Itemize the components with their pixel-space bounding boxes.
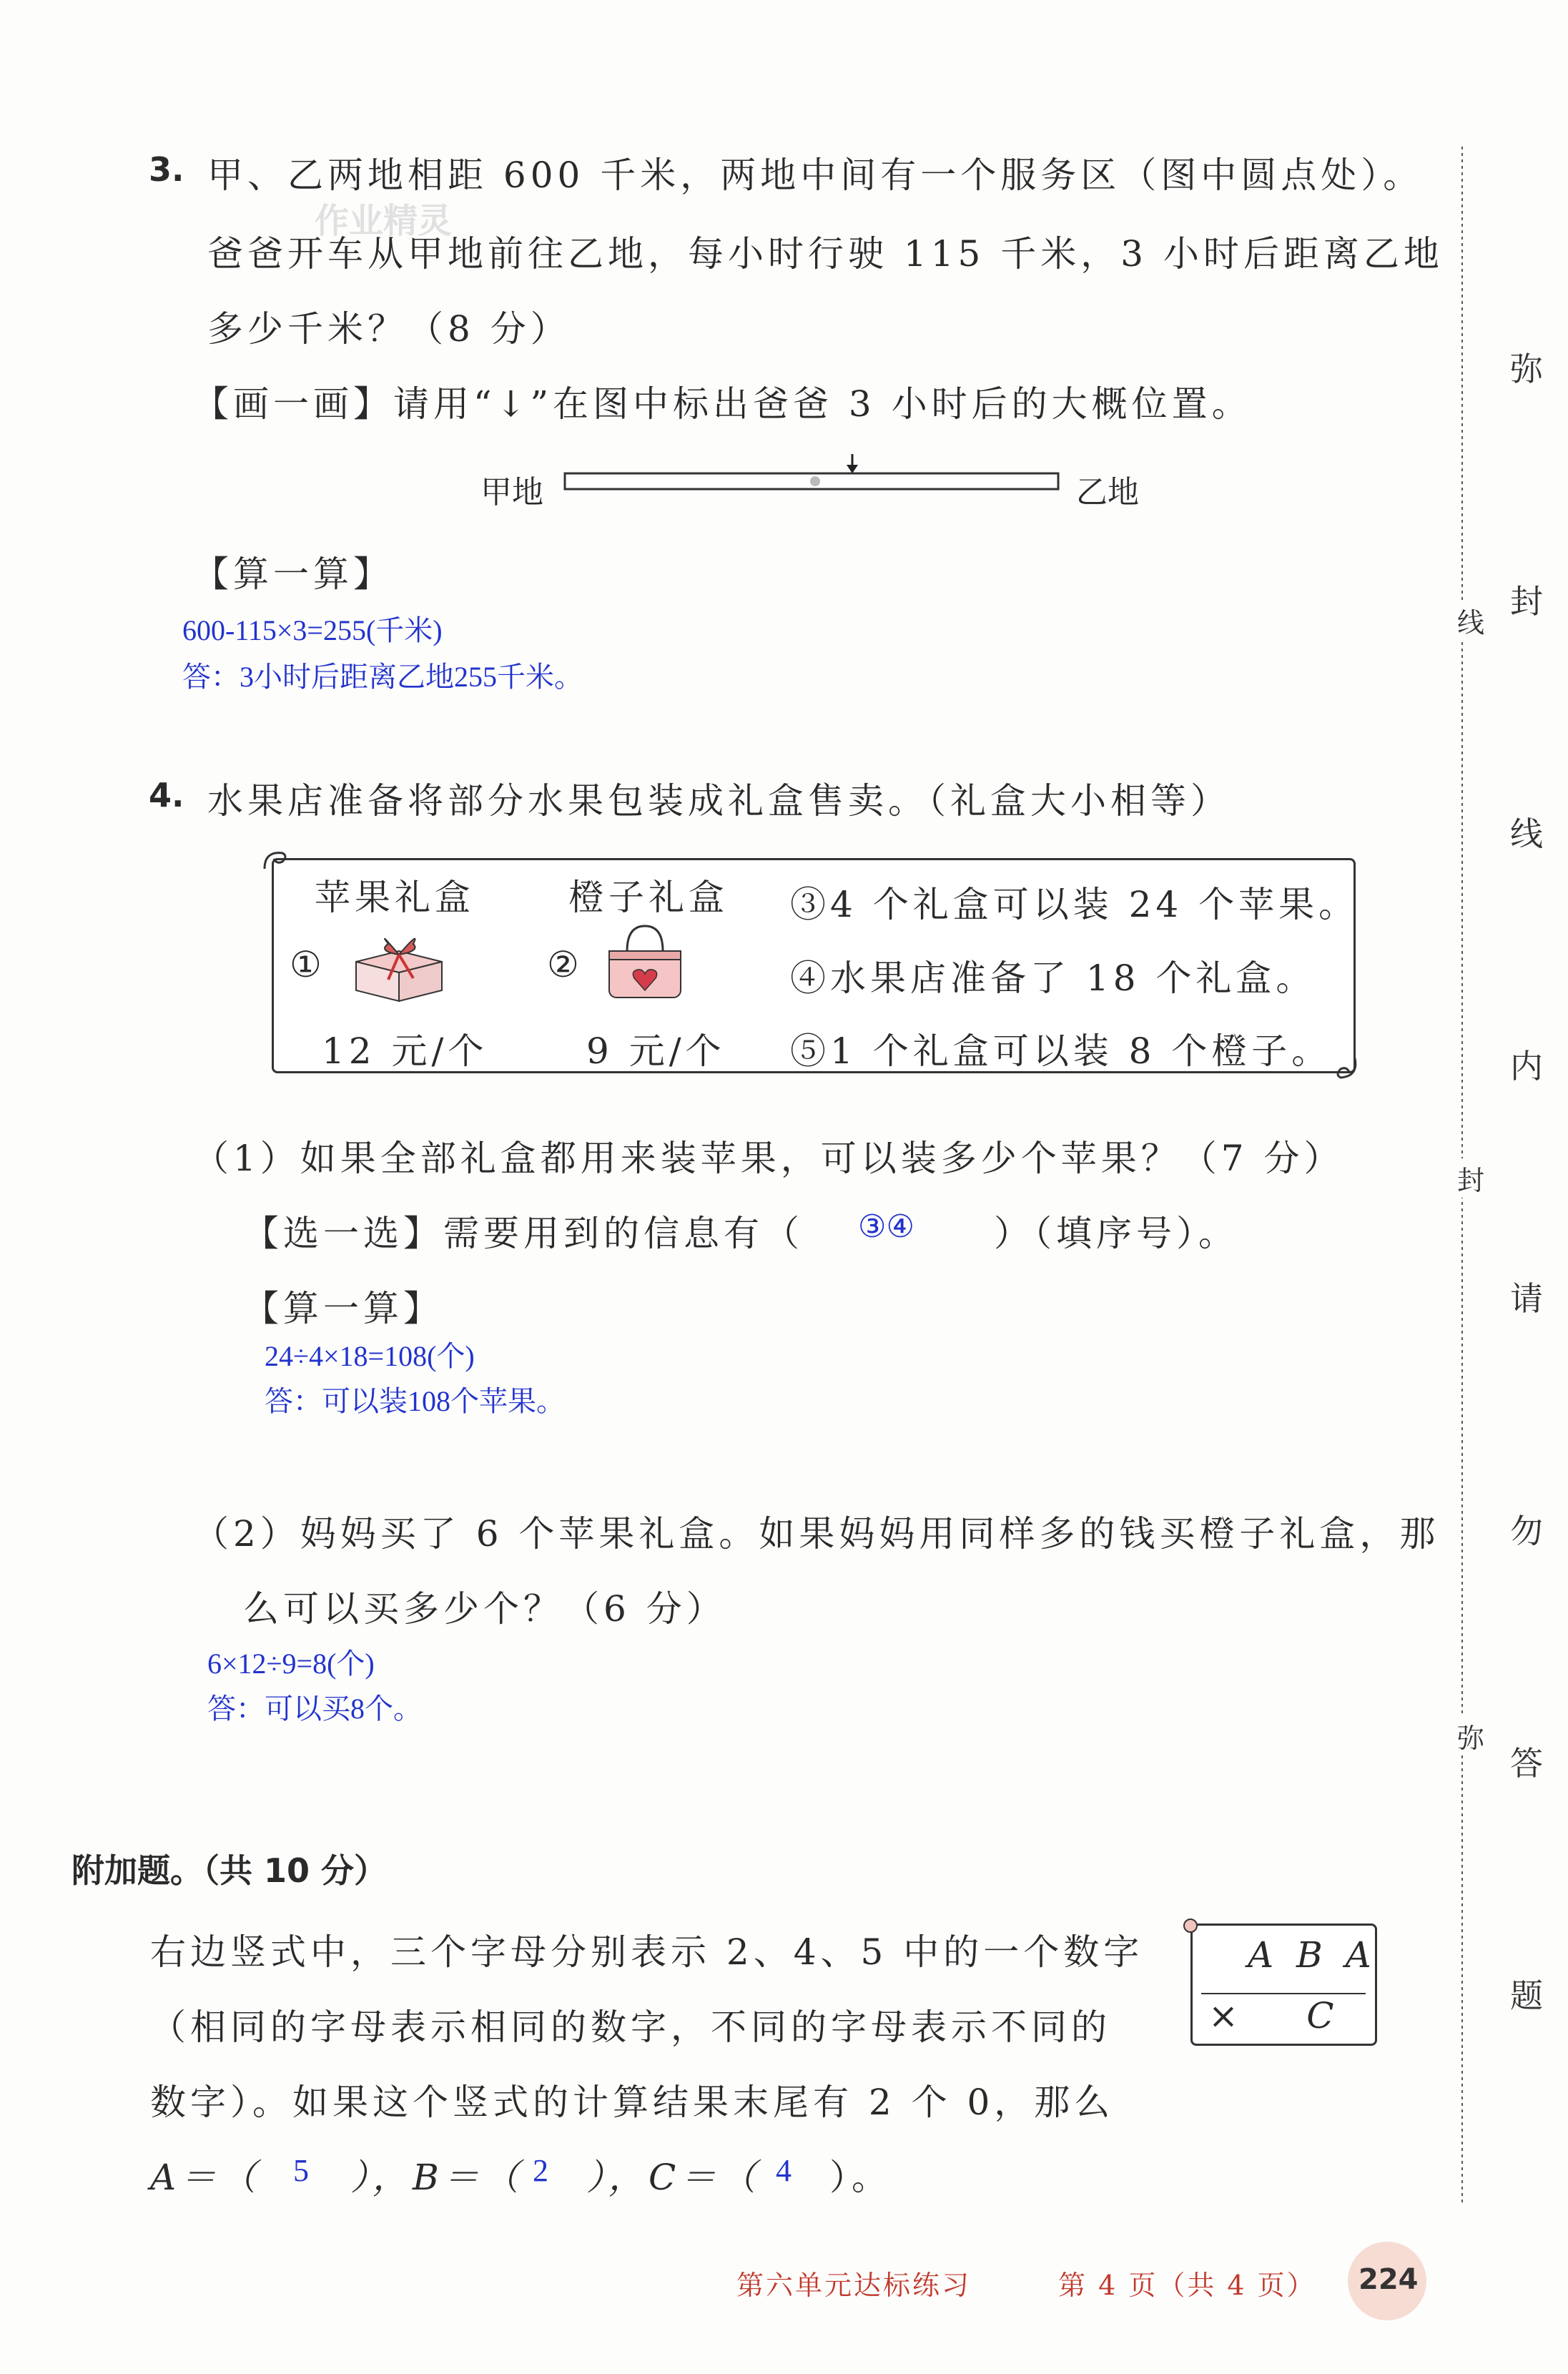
bonus-end: ）。 [829,2157,892,2198]
q4-sub1-select-answer: ③④ [858,1209,914,1244]
binding-small-2: 封 [1457,1158,1484,1198]
apple-box-number: ① [290,944,326,985]
bonus-b-label: ），B＝（ [350,2157,523,2198]
q4-sub2-line2: 么可以买多少个？（6 分） [243,1588,726,1630]
bonus-line3: 数字）。如果这个竖式的计算结果末尾有 2 个 0，那么 [150,2082,1115,2123]
footer-unit: 第六单元达标练习 [736,2270,972,2301]
service-area-dot [810,476,820,486]
orange-box-title: 橙子礼盒 [568,877,729,918]
bonus-title: 附加题。（共 10 分） [72,1851,388,1890]
margin-text-5: 请 [1510,1279,1543,1318]
road-diagram [558,450,1073,508]
info-item-5: ⑤1 个礼盒可以装 8 个橙子。 [790,1030,1332,1072]
road-left-label: 甲地 [480,474,543,511]
q3-line1: 甲、乙两地相距 600 千米，两地中间有一个服务区（图中圆点处）。 [207,154,1424,196]
q4-intro: 水果店准备将部分水果包装成礼盒售卖。（礼盒大小相等） [207,780,1231,822]
info-item-4: ④水果店准备了 18 个礼盒。 [790,957,1316,999]
apple-box-price: 12 元/个 [322,1030,488,1072]
q3-number: 3. [149,150,184,189]
position-arrow-icon [847,465,858,473]
q4-sub1-select-prefix: 【选一选】需要用到的信息有（ [243,1213,804,1254]
apple-gift-box-icon [349,922,449,1005]
vertical-calc-bottom: × C [1208,1995,1334,2036]
q4-sub2-line1: （2）妈妈买了 6 个苹果礼盒。如果妈妈用同样多的钱买橙子礼盒，那 [193,1513,1440,1555]
apple-box-title: 苹果礼盒 [315,877,475,918]
q4-sub1-answer-line2: 答：可以装108个苹果。 [265,1385,565,1417]
bonus-c-label: ），C＝（ [586,2157,761,2198]
q3-line2: 爸爸开车从甲地前往乙地，每小时行驶 115 千米，3 小时后距离乙地 [207,233,1444,275]
q3-answer-line1: 600-115×3=255(千米) [182,614,443,646]
binding-small-3: 弥 [1457,1716,1484,1755]
q4-sub1-answer-line1: 24÷4×18=108(个) [265,1340,475,1372]
page-number: 224 [1359,2263,1419,2296]
q3-draw-prompt: 【画一画】请用“↓”在图中标出爸爸 3 小时后的大概位置。 [193,383,1252,425]
margin-text-4: 内 [1510,1047,1543,1085]
bonus-a-label: A＝（ [150,2157,261,2198]
bonus-c-value: 4 [776,2153,792,2188]
q4-sub1-calc-label: 【算一算】 [243,1288,443,1329]
vertical-calc-top: A B A [1248,1934,1377,1976]
orange-box-number: ② [547,944,583,985]
scroll-curl-top-left [261,847,290,876]
bonus-b-value: 2 [533,2153,548,2188]
scroll-curl-bottom-right [1333,1055,1362,1083]
road-right-label: 乙地 [1076,474,1139,511]
binding-small-1: 线 [1457,601,1484,640]
q3-calc-label: 【算一算】 [193,553,393,595]
orange-gift-box-icon [602,922,688,1005]
orange-box-price: 9 元/个 [586,1030,726,1072]
q4-number: 4. [149,776,184,814]
q4-sub1-question: （1）如果全部礼盒都用来装苹果，可以装多少个苹果？（7 分） [193,1138,1344,1179]
margin-text-2: 封 [1510,582,1543,621]
bonus-line2: （相同的字母表示相同的数字，不同的字母表示不同的 [150,2006,1111,2048]
q3-answer-line2: 答：3小时后距离乙地255千米。 [182,661,583,693]
info-item-3: ③4 个礼盒可以装 24 个苹果。 [790,884,1359,925]
bonus-line1: 右边竖式中，三个字母分别表示 2、4、5 中的一个数字 [150,1931,1144,1973]
calc-box-curl [1180,1915,1201,1936]
q4-sub2-answer-line2: 答：可以买8个。 [207,1693,422,1725]
margin-text-1: 弥 [1510,350,1543,388]
footer-page-info: 第 4 页（共 4 页） [1058,2270,1316,2301]
margin-text-7: 答 [1510,1744,1543,1783]
q4-sub1-select-suffix: ）（填序号）。 [994,1213,1238,1254]
margin-text-8: 题 [1510,1976,1543,2015]
q3-line3: 多少千米？（8 分） [207,308,571,350]
margin-text-6: 勿 [1510,1512,1543,1550]
margin-text-3: 线 [1510,814,1543,853]
q4-sub2-answer-line1: 6×12÷9=8(个) [207,1647,375,1680]
bonus-a-value: 5 [293,2153,309,2188]
watermark-top: 作业精灵 [315,201,453,241]
